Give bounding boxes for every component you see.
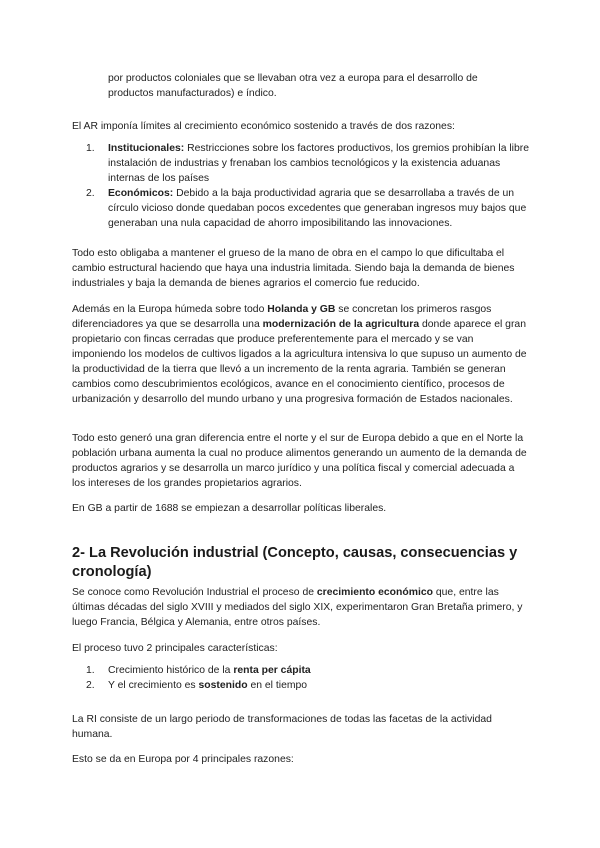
paragraph-todo-esto-1: Todo esto obligaba a mantener el grueso de la mano de obra en el campo lo que dificultaba el cambio estructural haciendo que haya una industria limitada. Siendo baja la demanda de bienes industriales y baja la demanda de bienes agrarios el comercio fue reducido. <box>72 248 515 289</box>
list-number: 2. <box>86 188 95 199</box>
characteristics-list <box>72 663 530 693</box>
paragraph-gb: En GB a partir de 1688 se empiezan a desarrollar políticas liberales. <box>72 503 387 514</box>
text-run: Crecimiento histórico de la <box>108 665 234 676</box>
text-run: Se conoce como Revolución Industrial el proceso de <box>72 587 317 598</box>
paragraph-ademas <box>72 302 530 407</box>
paragraph-concepto <box>72 585 530 630</box>
bold-run: sostenido <box>198 680 248 691</box>
text-run: que, entre las últimas décadas del siglo XVIII y mediados del siglo XIX, experimentaron Gran Bretaña primero, y luego Francia, Bélgica y Alemania, entre otros países. <box>72 587 523 628</box>
paragraph-ar-limits: El AR imponía límites al crecimiento económico sostenido a través de dos razones: <box>72 121 455 132</box>
bold-run: Holanda y GB <box>267 304 336 315</box>
list-number: 2. <box>86 680 95 691</box>
bold-run: renta per cápita <box>233 665 311 676</box>
reasons-list <box>72 141 530 231</box>
list-item <box>72 186 530 231</box>
list-item-lead: Económicos: <box>108 188 174 199</box>
text-run: Y el crecimiento es <box>108 680 199 691</box>
list-number: 1. <box>86 665 95 676</box>
paragraph-continuation: por productos coloniales que se llevaban otra vez a europa para el desarrollo de productos manufacturados) e índico. <box>108 73 478 99</box>
list-item-text: Restricciones sobre los factores productivos, los gremios prohibían la libre instalación de industrias y frenaban los cambios tecnológicos y la existencia aduanas internas de los países <box>108 143 529 184</box>
paragraph-razones: Esto se da en Europa por 4 principales razones: <box>72 754 294 765</box>
list-item-text: Debido a la baja productividad agraria que se desarrollaba a través de un círculo vicioso donde quedaban pocos excedentes que generaban ingresos muy bajos que generaban una nula capacidad de ahorro imposibilitando las innovaciones. <box>108 188 527 229</box>
text-run: se concretan los primeros rasgos diferenciadores ya que se desarrolla una <box>72 304 492 330</box>
list-item <box>72 663 530 678</box>
paragraph-ri: La RI consiste de un largo periodo de transformaciones de todas las facetas de la actividad humana. <box>72 714 492 740</box>
text-run: Además en la Europa húmeda sobre todo <box>72 304 268 315</box>
list-number: 1. <box>86 143 95 154</box>
list-item <box>72 141 530 186</box>
text-run: en el tiempo <box>247 680 308 691</box>
bold-run: crecimiento económico <box>316 587 433 598</box>
paragraph-todo-esto-2: Todo esto generó una gran diferencia entre el norte y el sur de Europa debido a que en el Norte la población urbana aumenta la cual no produce alimentos generando un aumento de la demanda de productos agrarios y se desarrolla un marco jurídico y una política fiscal y comercial adecuada a los intereses de los grandes propietarios agrarios. <box>72 433 527 489</box>
list-item-lead: Institucionales: <box>108 143 185 154</box>
text-run: donde aparece el gran propietario con fincas cerradas que produce preferentemente para el mercado y se van imponiendo los modelos de cultivos ligados a la agricultura intensiva lo que supuso un aumento de la productividad de la tierra que llevó a un incremento de la renta agraria. También se generan cambios como descubrimientos ecológicos, avance en el conocimiento científico, procesos de urbanización y desarrollo del mundo urbano y una progresiva formación de Estados nacionales. <box>72 319 527 405</box>
list-item <box>72 678 530 693</box>
paragraph-proceso: El proceso tuvo 2 principales características: <box>72 643 278 654</box>
bold-run: modernización de la agricultura <box>262 319 420 330</box>
section-heading: 2- La Revolución industrial (Concepto, causas, consecuencias y cronología) <box>72 545 518 580</box>
